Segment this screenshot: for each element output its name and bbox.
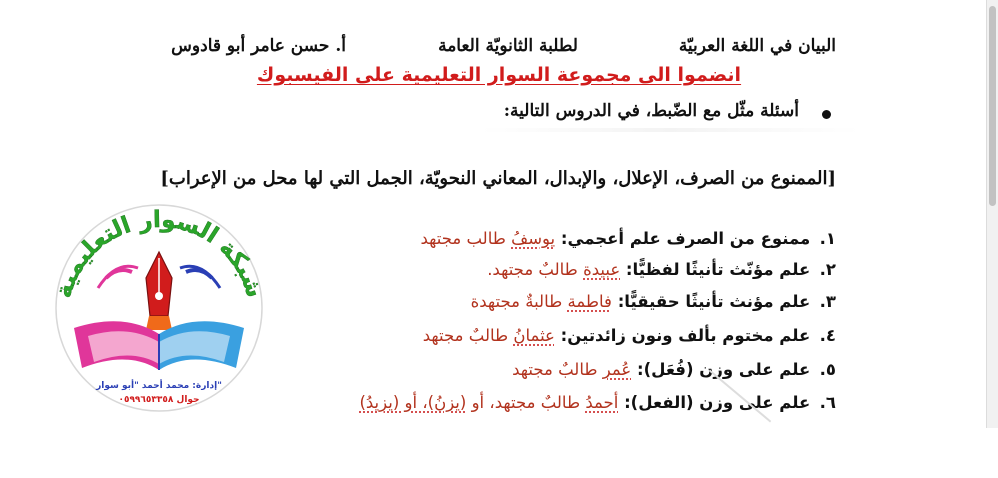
- list-item: [359, 393, 836, 412]
- example-rest: طالب مجتهد: [420, 229, 506, 248]
- item-number: ٤.: [819, 326, 836, 345]
- example-rest: طالبٌ مجتهد، أو: [471, 393, 581, 412]
- intro-question: أسئلة مثّل مع الضّبط، في الدروس التالية:: [503, 101, 799, 121]
- example-word: عُمر: [602, 360, 632, 379]
- item-text: علم مؤنّث تأنيثًا لفظيًّا:: [625, 260, 811, 279]
- item-text: ممنوع من الصرف علم أعجمي:: [560, 229, 811, 248]
- item-example: [487, 260, 620, 279]
- item-text: علم على وزن (فُعَل):: [637, 360, 811, 379]
- list-item: [487, 260, 836, 279]
- list-item: [421, 229, 837, 248]
- example-word: عثمانُ: [513, 326, 555, 345]
- item-number: ٦.: [819, 393, 836, 412]
- divider: [480, 128, 860, 132]
- example-word: فاطمة: [567, 292, 612, 311]
- logo-arc-text: شبكة السوار التعليمية: [50, 206, 268, 301]
- example-rest: طالبةٌ مجتهدة: [470, 292, 563, 311]
- vertical-scrollbar[interactable]: [986, 0, 998, 428]
- topics-list: [الممنوع من الصرف، الإعلال، والإبدال، المعاني النحويّة، الجمل التي لها محل من الإعراب]: [160, 168, 836, 189]
- list-item: [471, 292, 836, 311]
- sowar-network-logo: [46, 200, 272, 414]
- scrollbar-thumb[interactable]: [989, 6, 996, 206]
- item-example: [421, 229, 556, 248]
- list-item: [423, 326, 836, 345]
- example-rest: طالبٌ مجتهد.: [487, 260, 578, 279]
- item-number: ٥.: [819, 360, 836, 379]
- item-text: علم على وزن (الفعل):: [624, 393, 811, 412]
- facebook-group-banner[interactable]: انضموا الى مجموعة السوار التعليمية على الفيسبوك: [256, 64, 742, 86]
- example-end: (يزنُ)، أو (يزيدُ): [359, 393, 467, 412]
- example-word: أحمدُ: [585, 393, 619, 412]
- item-text: علم مختوم بألف ونون زائدتين:: [560, 326, 811, 345]
- item-number: ٣.: [819, 292, 836, 311]
- header-audience: لطلبة الثانويّة العامة: [438, 36, 578, 56]
- empty-canvas-area: [0, 428, 998, 478]
- header-subject: البيان في اللغة العربيّة: [678, 36, 836, 56]
- header-teacher: أ. حسن عامر أبو قادوس: [171, 36, 346, 56]
- item-example: [359, 393, 618, 412]
- logo-phone-text: جوال ٠٥٩٩٦٥٣٣٥٨: [118, 395, 200, 405]
- example-word: يوسفُ: [511, 229, 556, 248]
- example-rest: طالبٌ مجتهد: [512, 360, 598, 379]
- bullet-icon: [822, 110, 831, 119]
- item-text: علم مؤنث تأنيثًا حقيقيًّا:: [617, 292, 811, 311]
- item-number: ١.: [819, 229, 836, 248]
- item-example: [423, 326, 555, 345]
- item-example: [512, 360, 631, 379]
- item-number: ٢.: [819, 260, 836, 279]
- example-word: عبيدة: [583, 260, 621, 279]
- logo-admin-text: إدارة: محمد أحمد "أبو سوار": [96, 381, 222, 391]
- example-rest: طالبٌ مجتهد: [422, 326, 509, 345]
- item-example: [471, 292, 612, 311]
- list-item: [512, 360, 836, 379]
